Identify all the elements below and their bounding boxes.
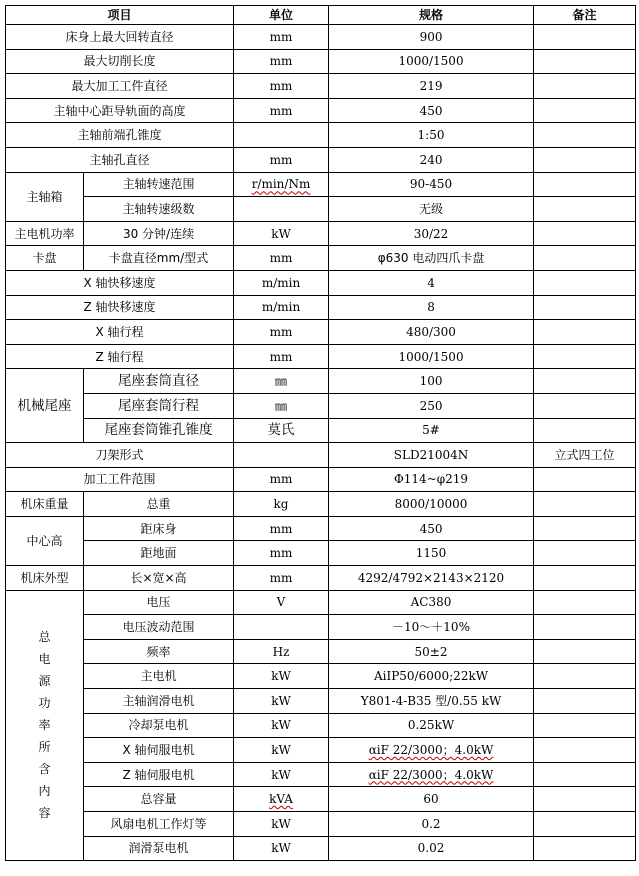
- spec-cell: φ630 电动四爪卡盘: [329, 246, 534, 271]
- note-cell: [534, 615, 636, 640]
- unit-cell: [234, 123, 329, 148]
- spec-cell: [329, 738, 534, 763]
- unit-cell: ㎜: [234, 369, 329, 394]
- header-unit: 单位: [234, 6, 329, 25]
- item-cell: X 轴行程: [6, 320, 234, 345]
- note-cell: [534, 566, 636, 591]
- note-cell: [534, 295, 636, 320]
- unit-cell: kW: [234, 762, 329, 787]
- item-cell: 频率: [84, 639, 234, 664]
- item-cell: 主轴前端孔锥度: [6, 123, 234, 148]
- table-row: [6, 344, 636, 369]
- spec-cell: 90-450: [329, 172, 534, 197]
- unit-cell: kW: [234, 664, 329, 689]
- item-cell: 尾座套筒锥孔锥度: [84, 418, 234, 443]
- table-row: [6, 492, 636, 517]
- power-group-char: 含: [38, 762, 51, 777]
- unit-cell: mm: [234, 467, 329, 492]
- item-cell: Z 轴行程: [6, 344, 234, 369]
- item-cell: 主轴转速范围: [84, 172, 234, 197]
- item-cell: Z 轴快移速度: [6, 295, 234, 320]
- power-group-char: 功: [38, 696, 51, 711]
- item-cell: 最大切削长度: [6, 49, 234, 74]
- item-cell: X 轴伺服电机: [84, 738, 234, 763]
- unit-cell: mm: [234, 147, 329, 172]
- unit-cell: kW: [234, 738, 329, 763]
- spec-cell: 8000/10000: [329, 492, 534, 517]
- item-cell: 主轴润滑电机: [84, 689, 234, 714]
- note-cell: [534, 639, 636, 664]
- spec-cell: Y801-4-B35 型/0.55 kW: [329, 689, 534, 714]
- unit-cell: mm: [234, 516, 329, 541]
- table-row: [6, 123, 636, 148]
- table-row: [6, 443, 636, 468]
- note-cell: [534, 221, 636, 246]
- spec-cell: AiIP50/6000;22kW: [329, 664, 534, 689]
- unit-cell: kW: [234, 836, 329, 861]
- item-cell: 主轴中心距导轨面的高度: [6, 98, 234, 123]
- table-row: [6, 246, 636, 271]
- note-cell: [534, 762, 636, 787]
- unit-cell: ㎜: [234, 393, 329, 418]
- unit-cell: mm: [234, 541, 329, 566]
- spec-cell: 0.02: [329, 836, 534, 861]
- table-row: [6, 270, 636, 295]
- header-spec: 规格: [329, 6, 534, 25]
- note-cell: [534, 713, 636, 738]
- spec-cell: 450: [329, 98, 534, 123]
- note-cell: [534, 147, 636, 172]
- spec-cell: 250: [329, 393, 534, 418]
- spec-cell: [329, 762, 534, 787]
- unit-text: r/min/Nm: [251, 177, 311, 192]
- item-cell: 电压: [84, 590, 234, 615]
- item-cell: 尾座套筒直径: [84, 369, 234, 394]
- table-row: [6, 787, 636, 812]
- note-cell: [534, 246, 636, 271]
- spec-cell: 240: [329, 147, 534, 172]
- power-group-char: 源: [38, 674, 51, 689]
- table-row: [6, 541, 636, 566]
- power-group-vertical-text: [8, 626, 81, 824]
- unit-cell: kW: [234, 221, 329, 246]
- item-cell: 总重: [84, 492, 234, 517]
- item-cell: 床身上最大回转直径: [6, 25, 234, 50]
- unit-cell: m/min: [234, 295, 329, 320]
- note-cell: [534, 812, 636, 837]
- note-cell: [534, 738, 636, 763]
- spec-cell: 1000/1500: [329, 344, 534, 369]
- spec-cell: 1150: [329, 541, 534, 566]
- unit-cell: kW: [234, 812, 329, 837]
- note-cell: [534, 492, 636, 517]
- item-cell: 刀架形式: [6, 443, 234, 468]
- table-row: [6, 689, 636, 714]
- unit-text: kVA: [269, 792, 293, 807]
- group-label-power: [6, 590, 84, 861]
- group-label-center-height: 中心高: [6, 516, 84, 565]
- item-cell: 长×宽×高: [84, 566, 234, 591]
- unit-cell: mm: [234, 566, 329, 591]
- unit-cell: m/min: [234, 270, 329, 295]
- note-cell: [534, 590, 636, 615]
- spec-cell: 480/300: [329, 320, 534, 345]
- table-row: [6, 295, 636, 320]
- item-cell: 主轴孔直径: [6, 147, 234, 172]
- group-label-spindle: 主轴箱: [6, 172, 84, 221]
- unit-cell: [234, 443, 329, 468]
- power-group-char: 容: [38, 806, 51, 821]
- item-cell: X 轴快移速度: [6, 270, 234, 295]
- table-row: [6, 418, 636, 443]
- spec-cell: 450: [329, 516, 534, 541]
- item-cell: 风扇电机工作灯等: [84, 812, 234, 837]
- group-label-dimensions: 机床外型: [6, 566, 84, 591]
- power-group-char: 所: [38, 740, 51, 755]
- group-label-tailstock: 机械尾座: [6, 369, 84, 443]
- unit-cell: mm: [234, 344, 329, 369]
- table-row: [6, 713, 636, 738]
- item-cell: 冷却泵电机: [84, 713, 234, 738]
- note-cell: [534, 270, 636, 295]
- unit-cell: 莫氏: [234, 418, 329, 443]
- note-cell: [534, 123, 636, 148]
- item-cell: 距床身: [84, 516, 234, 541]
- power-group-char: 总: [38, 630, 51, 645]
- spec-text: αiF 22/3000；4.0kW: [368, 767, 494, 782]
- header-row: [6, 6, 636, 25]
- note-cell: [534, 172, 636, 197]
- power-group-char: 率: [38, 718, 51, 733]
- spec-text: αiF 22/3000；4.0kW: [368, 743, 494, 758]
- unit-cell: mm: [234, 246, 329, 271]
- item-cell: 30 分钟/连续: [84, 221, 234, 246]
- unit-cell: V: [234, 590, 329, 615]
- spec-cell: 30/22: [329, 221, 534, 246]
- unit-cell: mm: [234, 25, 329, 50]
- note-cell: [534, 787, 636, 812]
- spec-cell: 5#: [329, 418, 534, 443]
- spec-cell: 100: [329, 369, 534, 394]
- item-cell: 距地面: [84, 541, 234, 566]
- item-cell: 主轴转速级数: [84, 197, 234, 222]
- spec-cell: AC380: [329, 590, 534, 615]
- note-cell: 立式四工位: [534, 443, 636, 468]
- spec-cell: －10～＋10%: [329, 615, 534, 640]
- unit-cell: mm: [234, 98, 329, 123]
- table-row: [6, 516, 636, 541]
- table-row: [6, 197, 636, 222]
- header-note: 备注: [534, 6, 636, 25]
- table-row: [6, 590, 636, 615]
- spec-cell: 60: [329, 787, 534, 812]
- spec-cell: 8: [329, 295, 534, 320]
- item-cell: 润滑泵电机: [84, 836, 234, 861]
- item-cell: 尾座套筒行程: [84, 393, 234, 418]
- table-row: [6, 74, 636, 99]
- note-cell: [534, 516, 636, 541]
- unit-cell: [234, 615, 329, 640]
- unit-cell: kW: [234, 689, 329, 714]
- item-cell: 加工工件范围: [6, 467, 234, 492]
- unit-cell: mm: [234, 49, 329, 74]
- spec-cell: 50±2: [329, 639, 534, 664]
- unit-cell: mm: [234, 74, 329, 99]
- spec-cell: 无级: [329, 197, 534, 222]
- note-cell: [534, 689, 636, 714]
- spec-cell: 1000/1500: [329, 49, 534, 74]
- table-row: [6, 393, 636, 418]
- item-cell: 最大加工工件直径: [6, 74, 234, 99]
- spec-cell: 0.2: [329, 812, 534, 837]
- item-cell: 电压波动范围: [84, 615, 234, 640]
- unit-cell: kW: [234, 713, 329, 738]
- spec-table: [5, 5, 636, 861]
- note-cell: [534, 49, 636, 74]
- group-label-chuck: 卡盘: [6, 246, 84, 271]
- unit-cell: [234, 197, 329, 222]
- note-cell: [534, 541, 636, 566]
- spec-cell: SLD21004N: [329, 443, 534, 468]
- header-item: 项目: [6, 6, 234, 25]
- table-row: [6, 147, 636, 172]
- table-row: [6, 812, 636, 837]
- table-row: [6, 566, 636, 591]
- note-cell: [534, 836, 636, 861]
- unit-cell: [234, 172, 329, 197]
- table-row: [6, 172, 636, 197]
- table-row: [6, 738, 636, 763]
- item-cell: 卡盘直径mm/型式: [84, 246, 234, 271]
- unit-cell: [234, 787, 329, 812]
- spec-cell: Φ114~φ219: [329, 467, 534, 492]
- spec-cell: 219: [329, 74, 534, 99]
- table-row: [6, 664, 636, 689]
- item-cell: 主电机: [84, 664, 234, 689]
- spec-cell: 1:50: [329, 123, 534, 148]
- note-cell: [534, 418, 636, 443]
- note-cell: [534, 25, 636, 50]
- note-cell: [534, 74, 636, 99]
- group-label-motor-power: 主电机功率: [6, 221, 84, 246]
- power-group-char: 内: [38, 784, 51, 799]
- group-label-weight: 机床重量: [6, 492, 84, 517]
- unit-cell: kg: [234, 492, 329, 517]
- note-cell: [534, 197, 636, 222]
- power-group-char: 电: [38, 652, 51, 667]
- table-row: [6, 836, 636, 861]
- note-cell: [534, 320, 636, 345]
- table-row: [6, 320, 636, 345]
- table-row: [6, 221, 636, 246]
- table-row: [6, 762, 636, 787]
- table-row: [6, 25, 636, 50]
- item-cell: Z 轴伺服电机: [84, 762, 234, 787]
- table-row: [6, 615, 636, 640]
- table-row: [6, 49, 636, 74]
- table-row: [6, 639, 636, 664]
- spec-cell: 4292/4792×2143×2120: [329, 566, 534, 591]
- note-cell: [534, 369, 636, 394]
- spec-cell: 4: [329, 270, 534, 295]
- note-cell: [534, 344, 636, 369]
- note-cell: [534, 664, 636, 689]
- spec-cell: 0.25kW: [329, 713, 534, 738]
- note-cell: [534, 467, 636, 492]
- note-cell: [534, 98, 636, 123]
- spec-cell: 900: [329, 25, 534, 50]
- table-row: [6, 369, 636, 394]
- table-row: [6, 467, 636, 492]
- unit-cell: mm: [234, 320, 329, 345]
- item-cell: 总容量: [84, 787, 234, 812]
- note-cell: [534, 393, 636, 418]
- unit-cell: Hz: [234, 639, 329, 664]
- table-row: [6, 98, 636, 123]
